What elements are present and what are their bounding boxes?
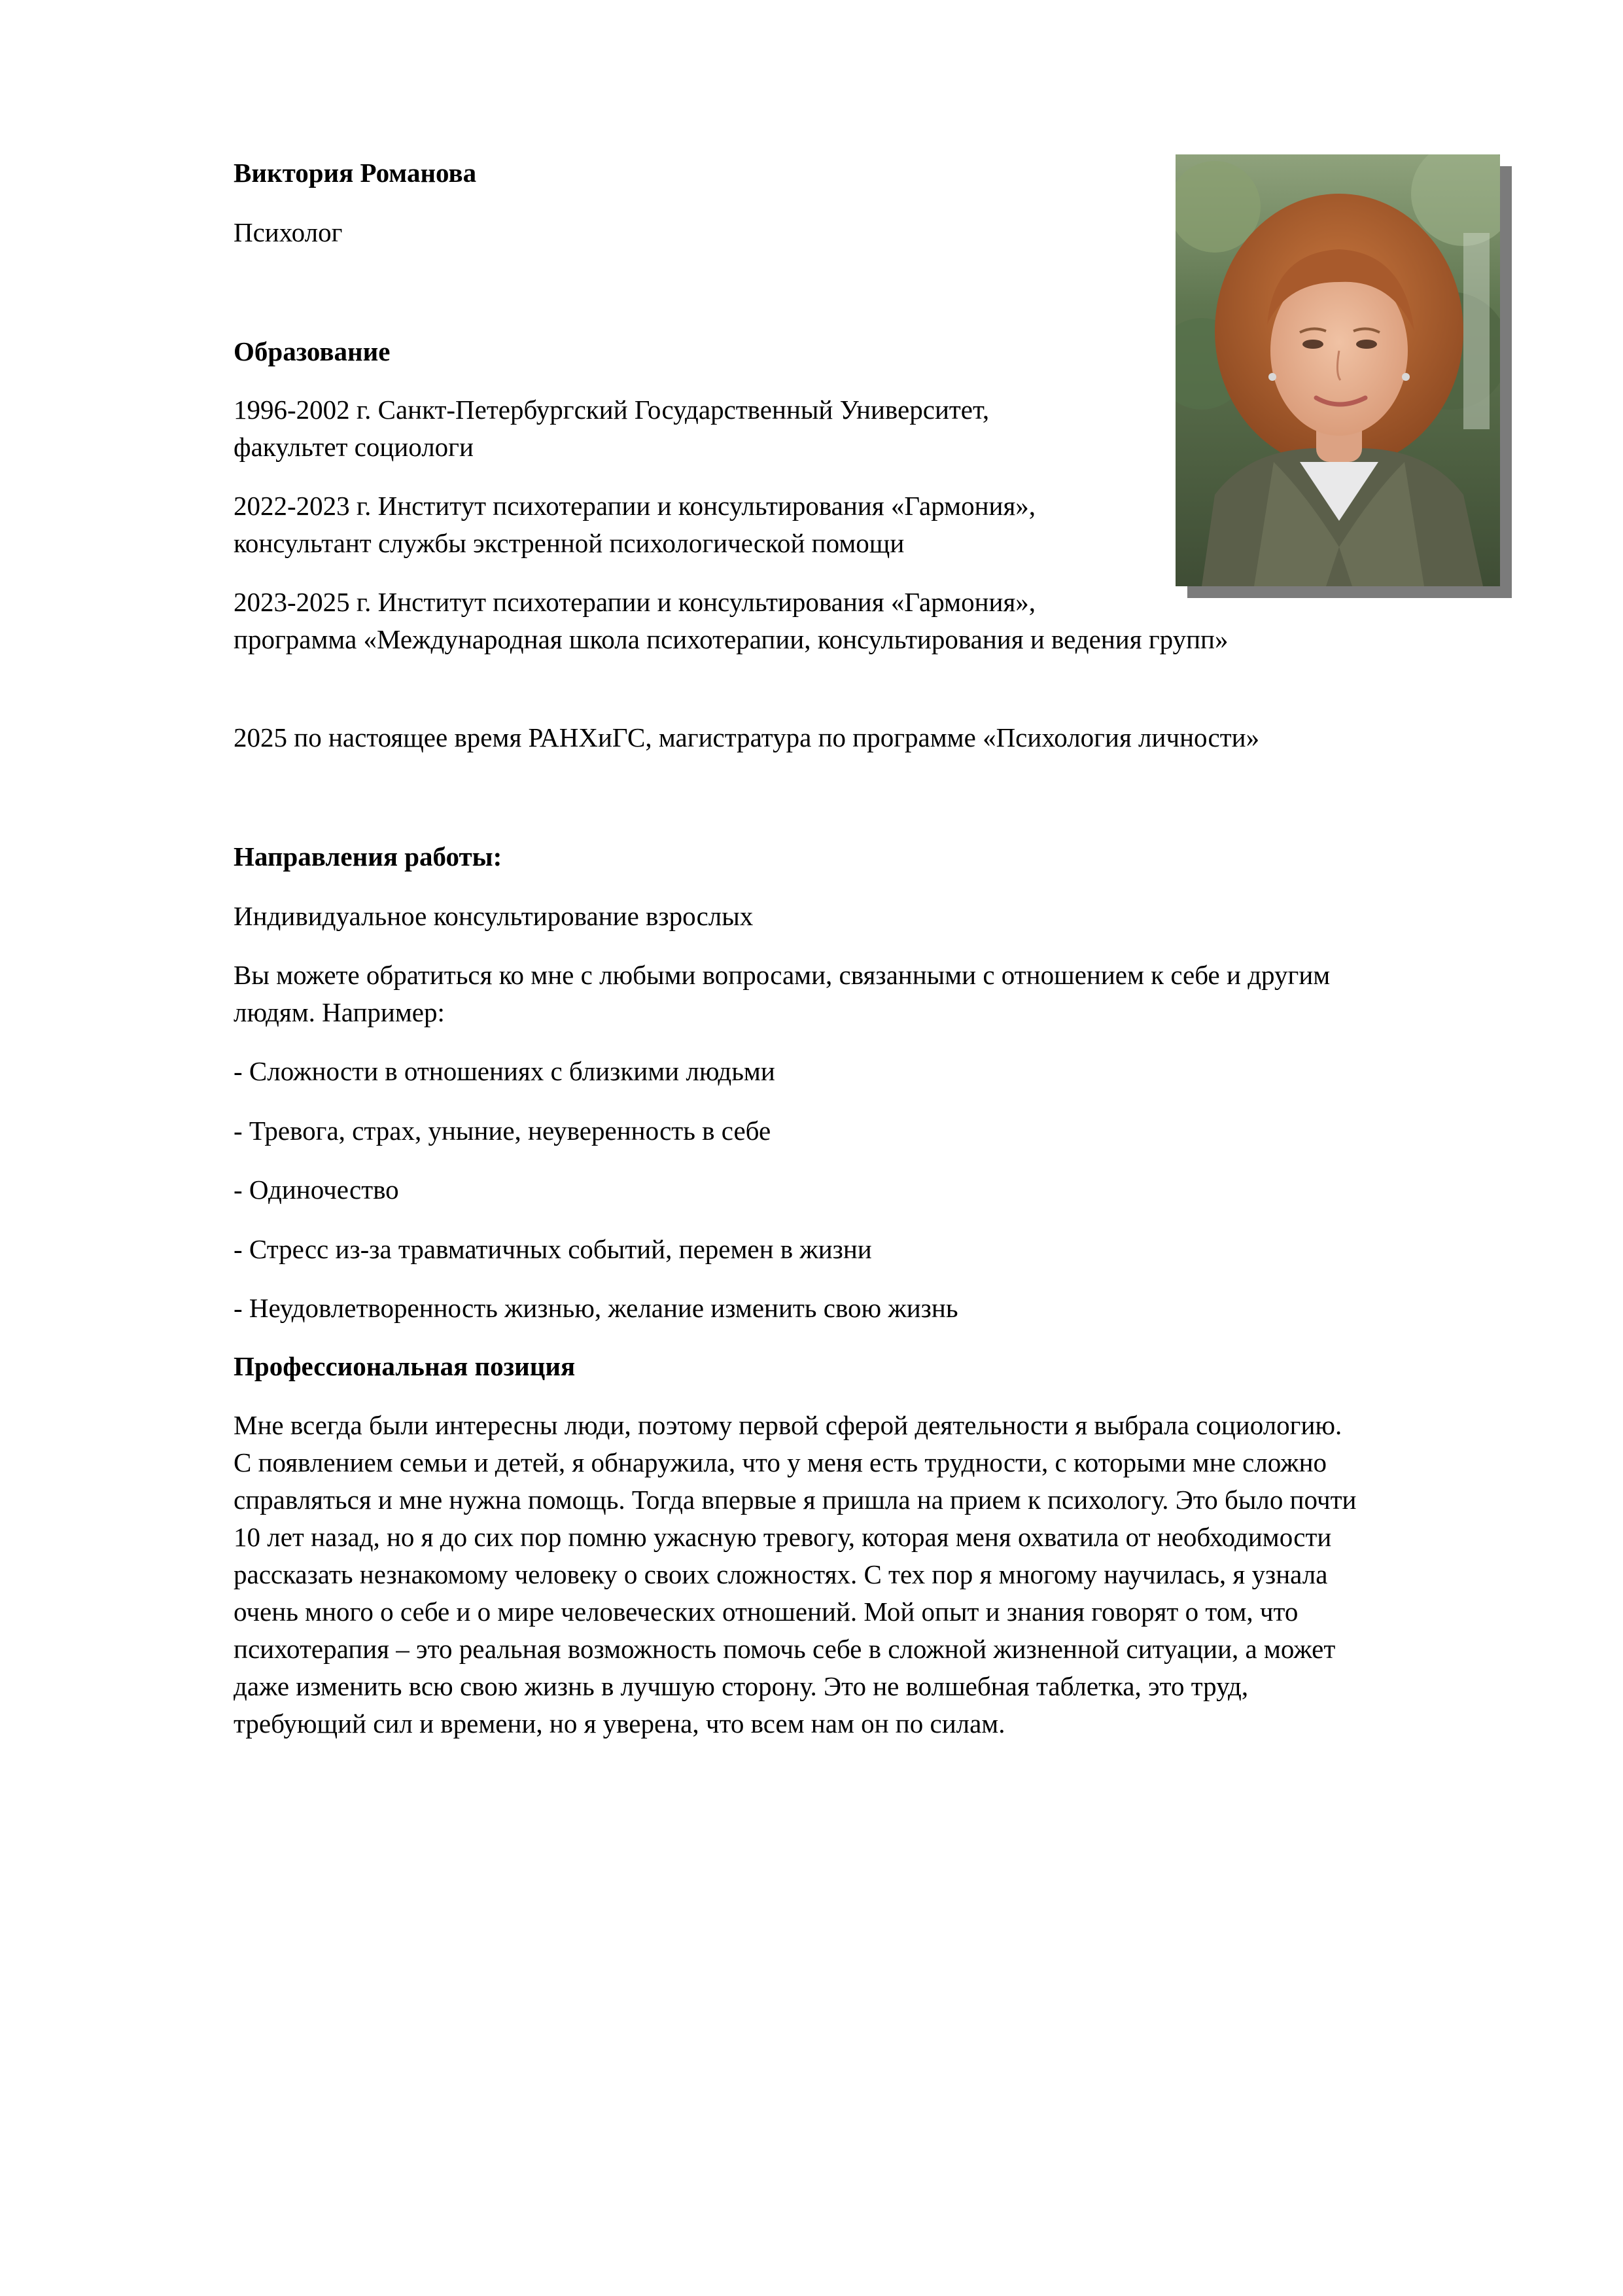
education-entry-2-line1: 2022-2023 г. Институт психотерапии и консультирования «Гармония», xyxy=(234,491,1036,521)
list-item: - Тревога, страх, уныние, неуверенность в себе xyxy=(234,1116,771,1146)
education-entry-2-line2: консультант службы экстренной психологической помощи xyxy=(234,528,905,558)
profession: Психолог xyxy=(234,217,343,247)
work-intro-line1: Вы можете обратиться ко мне с любыми вопросами, связанными с отношением к себе и другим xyxy=(234,960,1331,990)
education-entry-2 xyxy=(234,487,1036,562)
work-intro xyxy=(234,957,1330,1031)
paragraph-line: справляться и мне нужна помощь. Тогда впервые я пришла на прием к психологу. Это было почти xyxy=(234,1485,1357,1515)
paragraph-line: очень много о себе и о мире человеческих отношений. Мой опыт и знания говорят о том, что xyxy=(234,1597,1299,1627)
education-entry-3 xyxy=(234,584,1229,658)
education-entry-4: 2025 по настоящее время РАНХиГС, магистратура по программе «Психология личности» xyxy=(234,722,1260,752)
list-item: - Сложности в отношениях с близкими людьми xyxy=(234,1056,775,1086)
portrait-photo xyxy=(1176,154,1500,586)
position-paragraph xyxy=(234,1407,1356,1742)
paragraph-line: даже изменить всю свою жизнь в лучшую сторону. Это не волшебная таблетка, это труд, xyxy=(234,1671,1249,1701)
paragraph-line: С появлением семьи и детей, я обнаружила, что у меня есть трудности, с которыми мне сложно xyxy=(234,1447,1327,1477)
list-item: - Стресс из-за травматичных событий, перемен в жизни xyxy=(234,1234,872,1264)
portrait-frame xyxy=(1176,154,1500,586)
paragraph-line: требующий сил и времени, но я уверена, что всем нам он по силам. xyxy=(234,1708,1005,1739)
education-entry-1-line2: факультет социологи xyxy=(234,432,474,462)
education-entry-1-line1: 1996-2002 г. Санкт-Петербургский Государственный Университет, xyxy=(234,395,990,425)
education-entry-1 xyxy=(234,391,989,466)
paragraph-line: психотерапия – это реальная возможность помочь себе в сложной жизненной ситуации, а может xyxy=(234,1634,1336,1664)
education-entry-3-line2: программа «Международная школа психотерапии, консультирования и ведения групп» xyxy=(234,624,1229,654)
position-heading: Профессиональная позиция xyxy=(234,1351,576,1381)
paragraph-line: рассказать незнакомому человеку о своих сложностях. С тех пор я многому научилась, я узнала xyxy=(234,1559,1328,1589)
paragraph-line: Мне всегда были интересны люди, поэтому первой сферой деятельности я выбрала социологию. xyxy=(234,1410,1342,1440)
work-intro-line2: людям. Например: xyxy=(234,997,445,1027)
list-item: - Неудовлетворенность жизнью, желание изменить свою жизнь xyxy=(234,1293,958,1323)
person-name: Виктория Романова xyxy=(234,158,477,188)
list-item: - Одиночество xyxy=(234,1174,399,1205)
education-heading: Образование xyxy=(234,336,391,366)
portrait-illustration xyxy=(1176,154,1500,586)
paragraph-line: 10 лет назад, но я до сих пор помню ужасную тревогу, которая меня охватила от необходимости xyxy=(234,1522,1332,1552)
work-subheading: Индивидуальное консультирование взрослых xyxy=(234,901,754,931)
education-entry-3-line1: 2023-2025 г. Институт психотерапии и консультирования «Гармония», xyxy=(234,587,1036,617)
work-heading: Направления работы: xyxy=(234,841,502,872)
